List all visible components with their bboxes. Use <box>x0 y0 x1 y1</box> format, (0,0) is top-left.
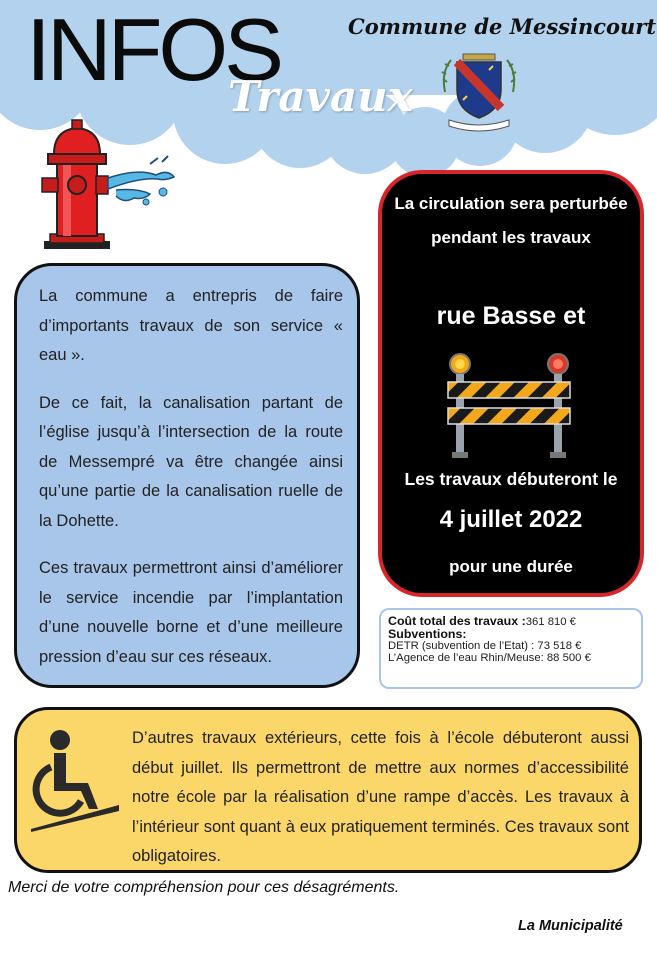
cost-box <box>379 608 643 689</box>
traffic-notice-box <box>378 170 644 597</box>
street-name: rue Basse et <box>436 302 586 330</box>
total-cost-label: Coût total des travaux : <box>388 614 526 628</box>
subsidies-label: Subventions: <box>388 626 467 641</box>
commune-name: Commune de Messincourt <box>348 14 657 39</box>
fire-hydrant-icon <box>30 118 175 250</box>
school-works-text: D’autres travaux extérieurs, cette fois à l’école débuteront aussi début juillet. Ils permettront de mettre aux normes d’accessibilité notre école par la réalisation d’une rampe d’accès. Les travaux à l’intérieur sont quant à eux pratiquement terminés. Ces travaux sont obligatoires. <box>132 729 629 865</box>
road-barrier-icon <box>446 352 574 460</box>
total-cost-value: 361 810 € <box>525 616 576 628</box>
page-subtitle: Travaux <box>228 72 413 121</box>
wheelchair-ramp-icon <box>27 729 121 832</box>
coat-of-arms-icon <box>437 52 521 132</box>
thanks-text: Merci de votre compréhension pour ces désagréments. <box>8 879 400 896</box>
start-date: 4 juillet 2022 <box>439 506 583 533</box>
school-works-box <box>14 707 642 873</box>
traffic-disruption-text: La circulation sera perturbée pendant les travaux <box>394 194 628 247</box>
page-title: INFOS <box>26 0 280 99</box>
duration-text: pour une durée <box>449 557 573 576</box>
start-text: Les travaux débuteront le <box>404 469 618 489</box>
info-paragraph: Ces travaux permettront ainsi d’améliorer le service incendie par l’implantation d’une nouvelle borne et d’une meilleure pression d’eau sur ces réseaux. <box>39 559 343 666</box>
signature: La Municipalité <box>518 918 623 934</box>
info-paragraph: De ce fait, la canalisation partant de l’église jusqu’à l’intersection de la route de Messempré va être changée ainsi qu’une partie de la canalisation ruelle de la Dohette. <box>39 393 343 530</box>
detr-line: DETR (subvention de l’Etat) : 73 518 € <box>388 640 582 652</box>
info-box <box>14 263 360 688</box>
agence-line: L’Agence de l’eau Rhin/Meuse: 88 500 € <box>388 651 591 664</box>
info-paragraph: La commune a entrepris de faire d’importants travaux de son service « eau ». <box>39 287 343 364</box>
